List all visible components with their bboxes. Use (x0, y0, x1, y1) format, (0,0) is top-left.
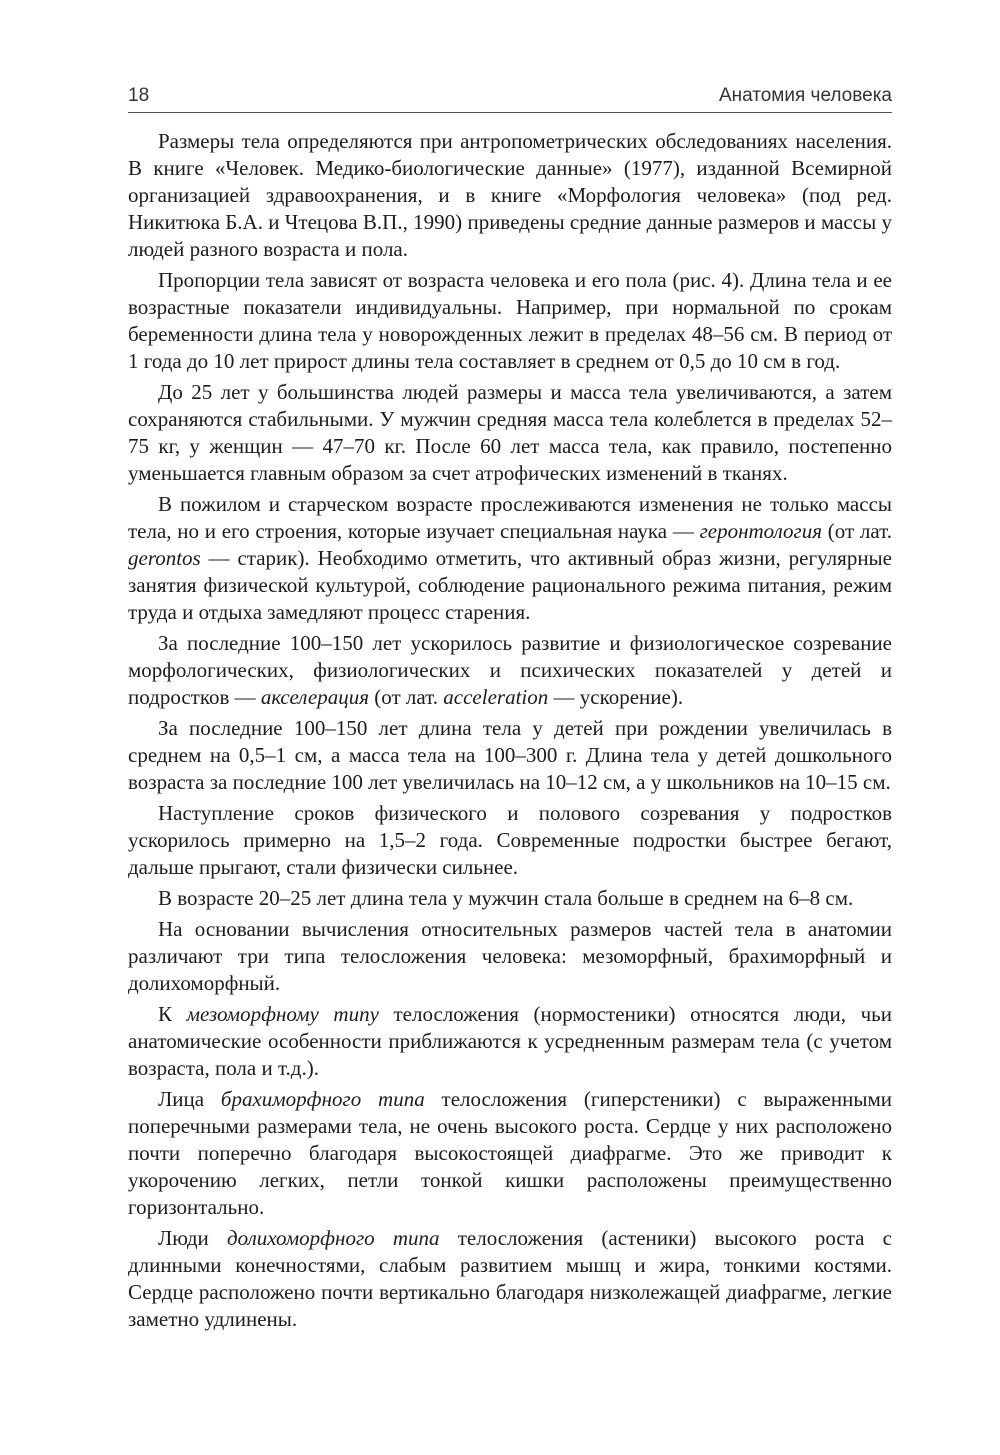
paragraph-4: В пожилом и старческом возрасте прослеживаются изменения не только массы тела, но и его строения, которые изучает специальная наука — геронтология (от лат. gerontos — старик). Необходимо отметить, что активный образ жизни, регулярные занятия физической культурой, соблюдение рационального режима питания, режим труда и отдыха замедляют процесс старения. (128, 492, 892, 624)
body-text (128, 128, 892, 1337)
term-acceleration-lat: acceleration (443, 685, 549, 709)
paragraph-2: Пропорции тела зависят от возраста человека и его пола (рис. 4). Длина тела и ее возрастные показатели индивидуальны. Например, при нормальной по срокам беременности длина тела у новорожденных лежит в пределах 48–56 см. В период от 1 года до 10 лет прирост длины тела составляет в среднем от 0,5 до 10 см в год. (128, 268, 892, 373)
paragraph-7: Наступление сроков физического и полового созревания у подростков ускорилось примерно на 1,5–2 года. Современные подростки быстрее бегают, дальше прыгают, стали физически сильнее. (128, 801, 892, 879)
paragraph-6: За последние 100–150 лет длина тела у детей при рождении увеличилась в среднем на 0,5–1 см, а масса тела на 100–300 г. Длина тела у детей дошкольного возраста за последние 100 лет увеличилась на 10–12 см, а у школьников на 10–15 см. (128, 716, 892, 794)
term-acceleration-ru: акселерация (260, 685, 370, 709)
paragraph-11: Лица брахиморфного типа телосложения (гиперстеники) с выраженными поперечными размерами тела, не очень высокого роста. Сердце у них расположено почти поперечно благодаря высокостоящей диафрагме. Это же приводит к укорочению легких, петли тонкой кишки расположены преимущественно горизонтально. (128, 1087, 892, 1219)
running-title: Анатомия человека (718, 85, 892, 106)
paragraph-10: К мезоморфному типу телосложения (нормостеники) относятся люди, чьи анатомические особенности приближаются к усредненным размерам тела (с учетом возраста, пола и т.д.). (128, 1002, 892, 1080)
paragraph-12: Люди долихоморфного типа телосложения (астеники) высокого роста с длинными конечностями, слабым развитием мышц и жира, тонкими костями. Сердце расположено почти вертикально благодаря низколежащей диафрагме, легкие заметно удлинены. (128, 1226, 892, 1331)
paragraph-1: Размеры тела определяются при антропометрических обследованиях населения. В книге «Человек. Медико-биологические данные» (1977), изданной Всемирной организацией здравоохранения, и в книге «Морфология человека» (под ред. Никитюка Б.А. и Чтецова В.П., 1990) приведены средние данные размеров и массы у людей разного возраста и пола. (128, 129, 892, 261)
paragraph-9: На основании вычисления относительных размеров частей тела в анатомии различают три типа телосложения человека: мезоморфный, брахиморфный и долихоморфный. (128, 917, 892, 995)
paragraph-8: В возрасте 20–25 лет длина тела у мужчин стала больше в среднем на 6–8 см. (158, 886, 854, 910)
paragraph-5: За последние 100–150 лет ускорилось развитие и физиологическое созревание морфологических, физиологических и психических показателей у детей и подростков — акселерация (от лат. acceleration — ускорение). (128, 631, 892, 709)
term-mesomorphic: мезоморфному типу (186, 1002, 379, 1026)
term-brachymorphic: брахиморфного типа (220, 1087, 425, 1111)
page-header (128, 82, 892, 113)
paragraph-3: До 25 лет у большинства людей размеры и масса тела увеличиваются, а затем сохраняются стабильными. У мужчин средняя масса тела колеблется в пределах 52–75 кг, у женщин — 47–70 кг. После 60 лет масса тела, как правило, постепенно уменьшается главным образом за счет атрофических изменений в тканях. (128, 380, 892, 485)
term-gerontology: геронтология (699, 519, 823, 543)
term-gerontos: gerontos (128, 546, 201, 570)
page-number: 18 (128, 85, 150, 106)
term-dolichomorphic: долихоморфного типа (226, 1226, 440, 1250)
